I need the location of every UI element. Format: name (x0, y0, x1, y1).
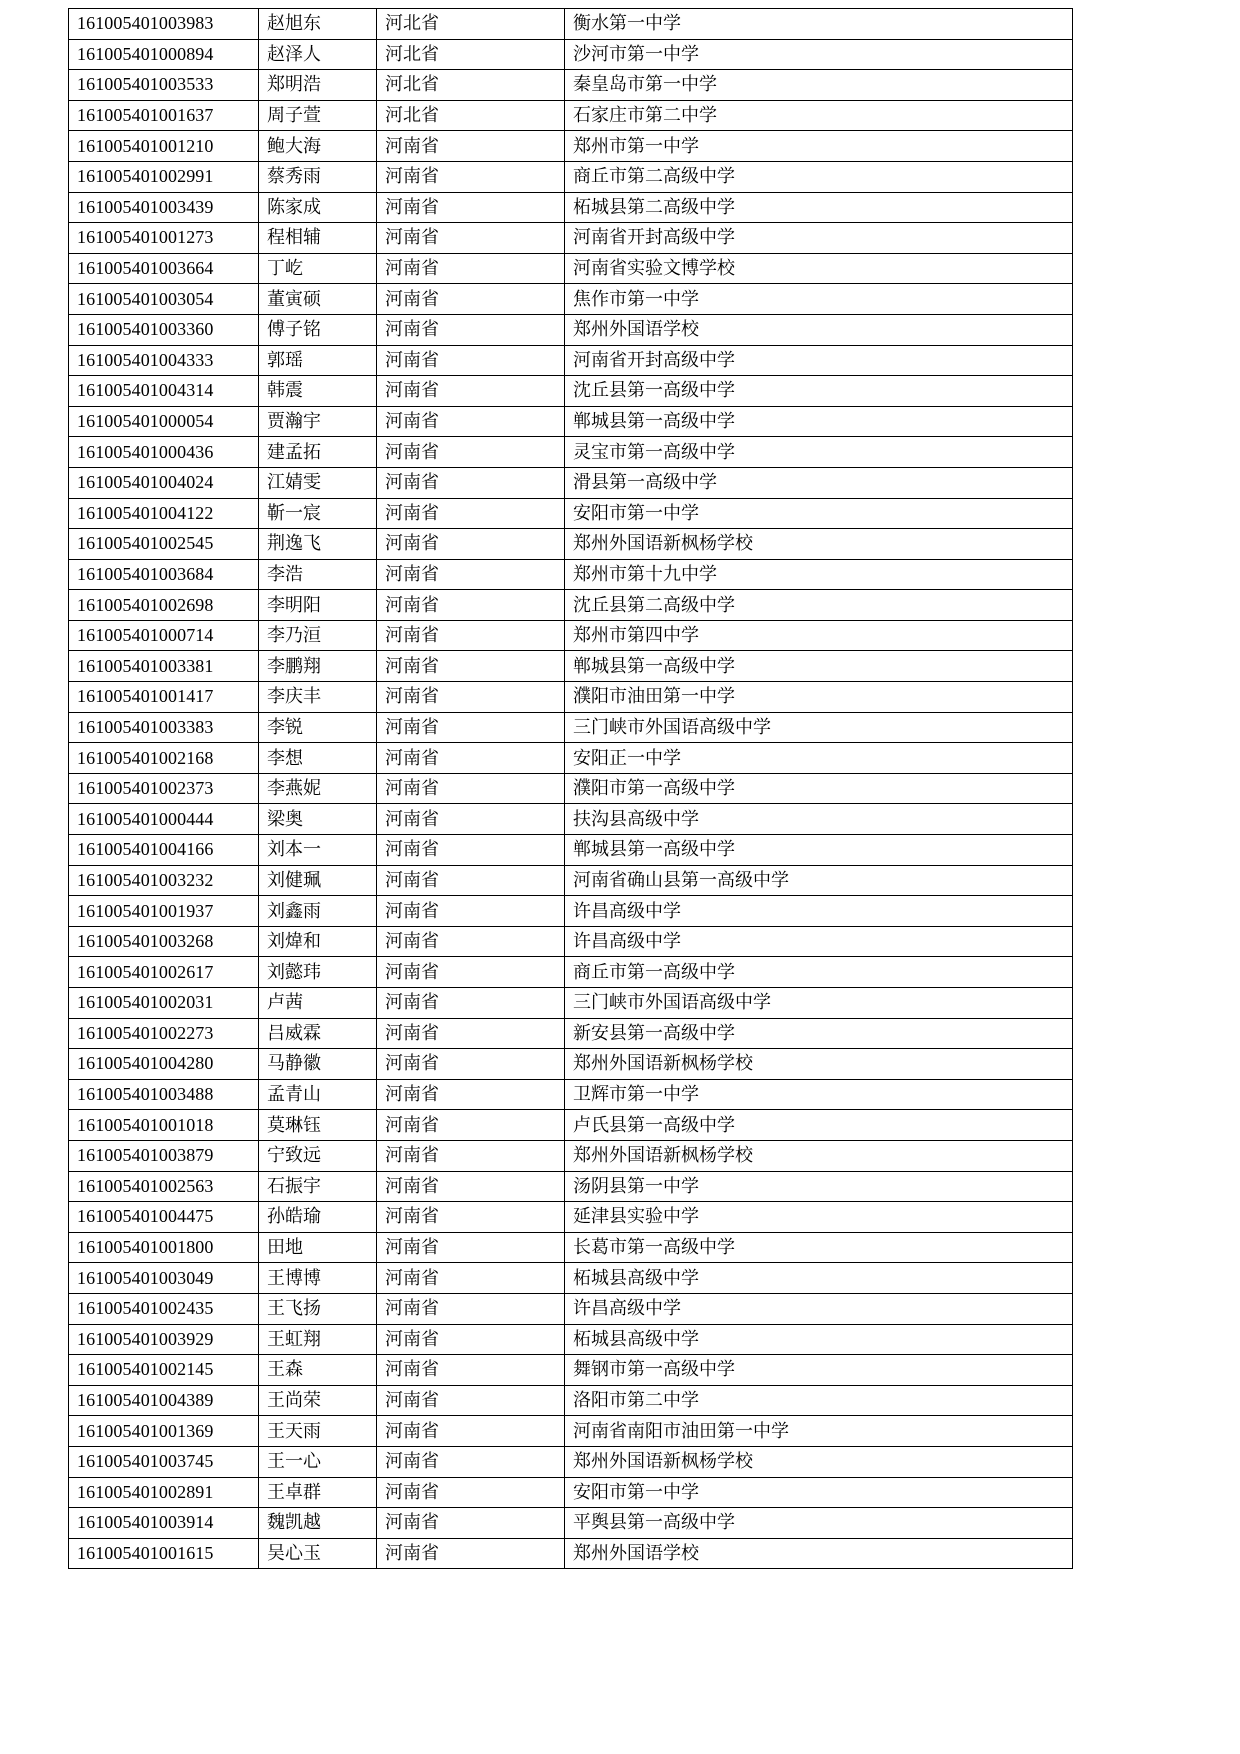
cell-candidate-name: 周子萱 (259, 100, 377, 131)
cell-candidate-name: 赵旭东 (259, 9, 377, 40)
cell-province: 河南省 (377, 1355, 565, 1386)
cell-candidate-name: 王尚荣 (259, 1385, 377, 1416)
cell-admission-number: 161005401003383 (69, 712, 259, 743)
cell-admission-number: 161005401001417 (69, 682, 259, 713)
table-row (69, 1293, 1073, 1324)
cell-admission-number: 161005401002373 (69, 773, 259, 804)
cell-candidate-name: 王森 (259, 1355, 377, 1386)
cell-admission-number: 161005401002031 (69, 988, 259, 1019)
cell-province: 河南省 (377, 1140, 565, 1171)
cell-school: 沈丘县第一高级中学 (565, 376, 1073, 407)
cell-candidate-name: 郭瑶 (259, 345, 377, 376)
cell-province: 河南省 (377, 835, 565, 866)
cell-school: 新安县第一高级中学 (565, 1018, 1073, 1049)
table-row (69, 1324, 1073, 1355)
table-row (69, 682, 1073, 713)
cell-school: 延津县实验中学 (565, 1202, 1073, 1233)
cell-candidate-name: 魏凯越 (259, 1508, 377, 1539)
cell-province: 河南省 (377, 253, 565, 284)
cell-school: 衡水第一中学 (565, 9, 1073, 40)
table-row (69, 9, 1073, 40)
table-row (69, 1385, 1073, 1416)
cell-candidate-name: 蔡秀雨 (259, 161, 377, 192)
cell-province: 河南省 (377, 896, 565, 927)
cell-school: 濮阳市第一高级中学 (565, 773, 1073, 804)
cell-candidate-name: 宁致远 (259, 1140, 377, 1171)
cell-province: 河南省 (377, 192, 565, 223)
cell-province: 河北省 (377, 39, 565, 70)
cell-province: 河南省 (377, 590, 565, 621)
table-row (69, 988, 1073, 1019)
table-row (69, 529, 1073, 560)
cell-school: 郑州外国语新枫杨学校 (565, 1446, 1073, 1477)
table-row (69, 131, 1073, 162)
table-row (69, 223, 1073, 254)
cell-school: 柘城县高级中学 (565, 1263, 1073, 1294)
cell-admission-number: 161005401004166 (69, 835, 259, 866)
cell-candidate-name: 程相辅 (259, 223, 377, 254)
cell-school: 商丘市第二高级中学 (565, 161, 1073, 192)
cell-province: 河南省 (377, 131, 565, 162)
cell-candidate-name: 马静徽 (259, 1049, 377, 1080)
cell-school: 柘城县高级中学 (565, 1324, 1073, 1355)
cell-candidate-name: 丁屹 (259, 253, 377, 284)
cell-candidate-name: 靳一宸 (259, 498, 377, 529)
cell-admission-number: 161005401003360 (69, 314, 259, 345)
cell-school: 石家庄市第二中学 (565, 100, 1073, 131)
table-row (69, 926, 1073, 957)
cell-school: 平舆县第一高级中学 (565, 1508, 1073, 1539)
table-row (69, 651, 1073, 682)
cell-province: 河南省 (377, 1385, 565, 1416)
cell-school: 许昌高级中学 (565, 1293, 1073, 1324)
cell-school: 郑州外国语新枫杨学校 (565, 529, 1073, 560)
cell-school: 河南省确山县第一高级中学 (565, 865, 1073, 896)
table-row (69, 1355, 1073, 1386)
table-row (69, 957, 1073, 988)
cell-school: 秦皇岛市第一中学 (565, 70, 1073, 101)
cell-school: 郸城县第一高级中学 (565, 406, 1073, 437)
table-row (69, 1171, 1073, 1202)
cell-admission-number: 161005401004314 (69, 376, 259, 407)
cell-admission-number: 161005401001210 (69, 131, 259, 162)
cell-candidate-name: 李锐 (259, 712, 377, 743)
cell-school: 卢氏县第一高级中学 (565, 1110, 1073, 1141)
cell-candidate-name: 梁奥 (259, 804, 377, 835)
table-row (69, 743, 1073, 774)
cell-province: 河南省 (377, 223, 565, 254)
cell-school: 郑州外国语新枫杨学校 (565, 1140, 1073, 1171)
table-row (69, 1508, 1073, 1539)
cell-admission-number: 161005401002891 (69, 1477, 259, 1508)
table-row (69, 192, 1073, 223)
cell-school: 卫辉市第一中学 (565, 1079, 1073, 1110)
cell-school: 郑州市第一中学 (565, 131, 1073, 162)
cell-province: 河南省 (377, 498, 565, 529)
cell-school: 舞钢市第一高级中学 (565, 1355, 1073, 1386)
cell-candidate-name: 李浩 (259, 559, 377, 590)
cell-province: 河南省 (377, 804, 565, 835)
cell-candidate-name: 李燕妮 (259, 773, 377, 804)
cell-candidate-name: 董寅硕 (259, 284, 377, 315)
table-row (69, 1538, 1073, 1569)
cell-province: 河南省 (377, 1477, 565, 1508)
cell-admission-number: 161005401003049 (69, 1263, 259, 1294)
cell-school: 郸城县第一高级中学 (565, 651, 1073, 682)
cell-province: 河南省 (377, 1171, 565, 1202)
table-row (69, 284, 1073, 315)
cell-province: 河南省 (377, 620, 565, 651)
cell-school: 洛阳市第二中学 (565, 1385, 1073, 1416)
cell-school: 河南省开封高级中学 (565, 223, 1073, 254)
cell-admission-number: 161005401004475 (69, 1202, 259, 1233)
cell-province: 河南省 (377, 376, 565, 407)
cell-admission-number: 161005401001637 (69, 100, 259, 131)
cell-province: 河南省 (377, 712, 565, 743)
cell-candidate-name: 刘懿玮 (259, 957, 377, 988)
cell-province: 河南省 (377, 1293, 565, 1324)
cell-candidate-name: 陈家成 (259, 192, 377, 223)
cell-school: 河南省南阳市油田第一中学 (565, 1416, 1073, 1447)
table-row (69, 559, 1073, 590)
cell-admission-number: 161005401002545 (69, 529, 259, 560)
table-row (69, 590, 1073, 621)
cell-admission-number: 161005401000436 (69, 437, 259, 468)
cell-candidate-name: 王博博 (259, 1263, 377, 1294)
cell-candidate-name: 李乃洹 (259, 620, 377, 651)
cell-admission-number: 161005401002698 (69, 590, 259, 621)
table-row (69, 865, 1073, 896)
cell-candidate-name: 李鹏翔 (259, 651, 377, 682)
cell-candidate-name: 建孟拓 (259, 437, 377, 468)
cell-admission-number: 161005401001273 (69, 223, 259, 254)
cell-province: 河南省 (377, 957, 565, 988)
cell-candidate-name: 李想 (259, 743, 377, 774)
cell-candidate-name: 王卓群 (259, 1477, 377, 1508)
cell-candidate-name: 韩震 (259, 376, 377, 407)
cell-province: 河南省 (377, 1202, 565, 1233)
cell-province: 河南省 (377, 1446, 565, 1477)
cell-school: 安阳市第一中学 (565, 1477, 1073, 1508)
cell-school: 濮阳市油田第一中学 (565, 682, 1073, 713)
table-row (69, 804, 1073, 835)
table-row (69, 437, 1073, 468)
cell-province: 河南省 (377, 651, 565, 682)
cell-admission-number: 161005401003684 (69, 559, 259, 590)
cell-admission-number: 161005401003488 (69, 1079, 259, 1110)
candidate-roster-table (68, 8, 1073, 1569)
cell-province: 河南省 (377, 1079, 565, 1110)
cell-candidate-name: 江婧雯 (259, 467, 377, 498)
cell-province: 河南省 (377, 345, 565, 376)
cell-school: 郑州外国语学校 (565, 1538, 1073, 1569)
cell-admission-number: 161005401003439 (69, 192, 259, 223)
table-row (69, 498, 1073, 529)
cell-admission-number: 161005401003232 (69, 865, 259, 896)
table-row (69, 1232, 1073, 1263)
cell-province: 河南省 (377, 467, 565, 498)
cell-admission-number: 161005401003983 (69, 9, 259, 40)
cell-admission-number: 161005401000054 (69, 406, 259, 437)
cell-admission-number: 161005401000714 (69, 620, 259, 651)
cell-school: 三门峡市外国语高级中学 (565, 988, 1073, 1019)
cell-school: 商丘市第一高级中学 (565, 957, 1073, 988)
cell-school: 郑州市第四中学 (565, 620, 1073, 651)
cell-school: 扶沟县高级中学 (565, 804, 1073, 835)
cell-admission-number: 161005401003745 (69, 1446, 259, 1477)
cell-candidate-name: 刘本一 (259, 835, 377, 866)
cell-candidate-name: 王虹翔 (259, 1324, 377, 1355)
table-row (69, 39, 1073, 70)
cell-province: 河南省 (377, 1049, 565, 1080)
cell-admission-number: 161005401004122 (69, 498, 259, 529)
cell-candidate-name: 荆逸飞 (259, 529, 377, 560)
cell-province: 河南省 (377, 988, 565, 1019)
table-row (69, 1079, 1073, 1110)
table-row (69, 1110, 1073, 1141)
table-row (69, 1202, 1073, 1233)
cell-candidate-name: 莫琳钰 (259, 1110, 377, 1141)
cell-admission-number: 161005401004333 (69, 345, 259, 376)
cell-province: 河南省 (377, 1324, 565, 1355)
cell-candidate-name: 贾瀚宇 (259, 406, 377, 437)
cell-province: 河北省 (377, 70, 565, 101)
cell-province: 河南省 (377, 1018, 565, 1049)
cell-admission-number: 161005401002273 (69, 1018, 259, 1049)
table-row (69, 1263, 1073, 1294)
cell-province: 河南省 (377, 314, 565, 345)
cell-admission-number: 161005401003268 (69, 926, 259, 957)
cell-school: 汤阴县第一中学 (565, 1171, 1073, 1202)
cell-admission-number: 161005401003054 (69, 284, 259, 315)
cell-school: 许昌高级中学 (565, 896, 1073, 927)
cell-province: 河南省 (377, 1263, 565, 1294)
cell-school: 安阳正一中学 (565, 743, 1073, 774)
cell-province: 河南省 (377, 406, 565, 437)
cell-candidate-name: 田地 (259, 1232, 377, 1263)
cell-admission-number: 161005401000894 (69, 39, 259, 70)
cell-admission-number: 161005401000444 (69, 804, 259, 835)
cell-candidate-name: 王天雨 (259, 1416, 377, 1447)
cell-candidate-name: 吕威霖 (259, 1018, 377, 1049)
cell-admission-number: 161005401001937 (69, 896, 259, 927)
table-row (69, 70, 1073, 101)
table-row (69, 467, 1073, 498)
cell-admission-number: 161005401004280 (69, 1049, 259, 1080)
cell-candidate-name: 刘煒和 (259, 926, 377, 957)
cell-candidate-name: 郑明浩 (259, 70, 377, 101)
cell-school: 郑州外国语学校 (565, 314, 1073, 345)
cell-candidate-name: 石振宇 (259, 1171, 377, 1202)
cell-candidate-name: 李庆丰 (259, 682, 377, 713)
cell-province: 河北省 (377, 100, 565, 131)
cell-candidate-name: 王一心 (259, 1446, 377, 1477)
cell-admission-number: 161005401003879 (69, 1140, 259, 1171)
table-row (69, 1446, 1073, 1477)
cell-province: 河南省 (377, 773, 565, 804)
cell-school: 灵宝市第一高级中学 (565, 437, 1073, 468)
cell-school: 郸城县第一高级中学 (565, 835, 1073, 866)
cell-province: 河北省 (377, 9, 565, 40)
cell-school: 柘城县第二高级中学 (565, 192, 1073, 223)
cell-admission-number: 161005401001018 (69, 1110, 259, 1141)
cell-school: 安阳市第一中学 (565, 498, 1073, 529)
cell-admission-number: 161005401003929 (69, 1324, 259, 1355)
cell-candidate-name: 卢茜 (259, 988, 377, 1019)
cell-school: 许昌高级中学 (565, 926, 1073, 957)
cell-admission-number: 161005401003664 (69, 253, 259, 284)
cell-admission-number: 161005401004024 (69, 467, 259, 498)
table-row (69, 406, 1073, 437)
cell-province: 河南省 (377, 926, 565, 957)
cell-admission-number: 161005401001800 (69, 1232, 259, 1263)
cell-candidate-name: 王飞扬 (259, 1293, 377, 1324)
table-row (69, 1477, 1073, 1508)
cell-province: 河南省 (377, 865, 565, 896)
cell-candidate-name: 赵泽人 (259, 39, 377, 70)
cell-school: 河南省实验文博学校 (565, 253, 1073, 284)
cell-admission-number: 161005401002563 (69, 1171, 259, 1202)
cell-province: 河南省 (377, 284, 565, 315)
table-row (69, 620, 1073, 651)
table-row (69, 376, 1073, 407)
cell-province: 河南省 (377, 743, 565, 774)
table-row (69, 773, 1073, 804)
cell-province: 河南省 (377, 1416, 565, 1447)
cell-admission-number: 161005401003914 (69, 1508, 259, 1539)
table-row (69, 1049, 1073, 1080)
cell-candidate-name: 刘鑫雨 (259, 896, 377, 927)
cell-school: 沈丘县第二高级中学 (565, 590, 1073, 621)
table-row (69, 1140, 1073, 1171)
cell-province: 河南省 (377, 161, 565, 192)
cell-province: 河南省 (377, 682, 565, 713)
cell-school: 沙河市第一中学 (565, 39, 1073, 70)
table-row (69, 1416, 1073, 1447)
cell-admission-number: 161005401003533 (69, 70, 259, 101)
cell-province: 河南省 (377, 529, 565, 560)
cell-school: 滑县第一高级中学 (565, 467, 1073, 498)
cell-admission-number: 161005401002145 (69, 1355, 259, 1386)
cell-admission-number: 161005401003381 (69, 651, 259, 682)
cell-admission-number: 161005401002991 (69, 161, 259, 192)
cell-province: 河南省 (377, 1232, 565, 1263)
cell-candidate-name: 刘健珮 (259, 865, 377, 896)
cell-school: 郑州外国语新枫杨学校 (565, 1049, 1073, 1080)
table-row (69, 712, 1073, 743)
cell-admission-number: 161005401002617 (69, 957, 259, 988)
table-row (69, 314, 1073, 345)
table-row (69, 1018, 1073, 1049)
cell-candidate-name: 吴心玉 (259, 1538, 377, 1569)
cell-candidate-name: 李明阳 (259, 590, 377, 621)
cell-school: 长葛市第一高级中学 (565, 1232, 1073, 1263)
cell-admission-number: 161005401001615 (69, 1538, 259, 1569)
cell-province: 河南省 (377, 559, 565, 590)
cell-school: 三门峡市外国语高级中学 (565, 712, 1073, 743)
table-row (69, 835, 1073, 866)
cell-province: 河南省 (377, 1538, 565, 1569)
cell-admission-number: 161005401002168 (69, 743, 259, 774)
cell-school: 郑州市第十九中学 (565, 559, 1073, 590)
cell-admission-number: 161005401001369 (69, 1416, 259, 1447)
table-row (69, 345, 1073, 376)
table-row (69, 253, 1073, 284)
table-row (69, 896, 1073, 927)
cell-candidate-name: 孙皓瑜 (259, 1202, 377, 1233)
cell-admission-number: 161005401004389 (69, 1385, 259, 1416)
table-row (69, 161, 1073, 192)
cell-province: 河南省 (377, 437, 565, 468)
cell-school: 河南省开封高级中学 (565, 345, 1073, 376)
cell-school: 焦作市第一中学 (565, 284, 1073, 315)
cell-province: 河南省 (377, 1110, 565, 1141)
roster-body (69, 9, 1073, 1569)
cell-candidate-name: 傅子铭 (259, 314, 377, 345)
cell-candidate-name: 孟青山 (259, 1079, 377, 1110)
table-row (69, 100, 1073, 131)
cell-province: 河南省 (377, 1508, 565, 1539)
cell-admission-number: 161005401002435 (69, 1293, 259, 1324)
cell-candidate-name: 鲍大海 (259, 131, 377, 162)
